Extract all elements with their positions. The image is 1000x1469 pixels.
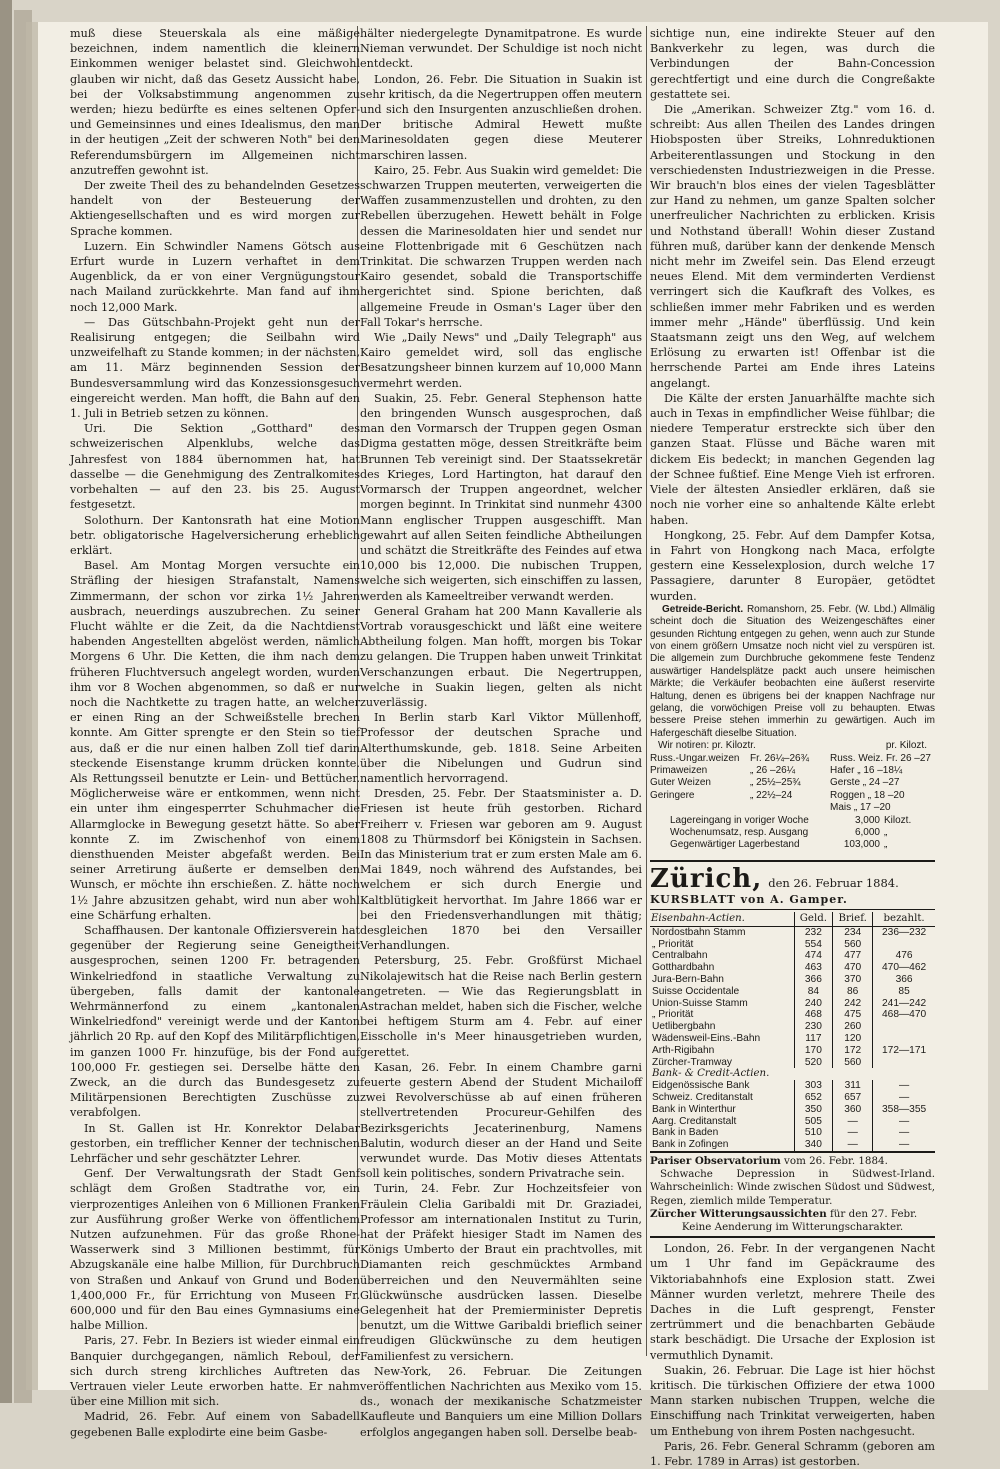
kurs-bezahlt <box>873 1057 935 1069</box>
observatorium-text: Schwache Depression in Südwest-Irland. Wahrscheinlich: Winde zwischen Südost und Südwest, Regen, ziemlich milde Temperatur. <box>650 1168 935 1207</box>
kurs-brief: 260 <box>833 1021 873 1033</box>
kurs-security: Suisse Occidentale <box>652 985 740 997</box>
kurs-row <box>650 998 935 1010</box>
grain-item: Primaweizen <box>650 765 708 776</box>
kurs-bezahlt: 476 <box>873 950 935 962</box>
article-paragraph: Suakin, 25. Febr. General Stephenson hatte den bringenden Wunsch ausgesprochen, daß man den Vormarsch der Truppen gegen Osman Digma gestatten möge, dessen Streitkräfte beim Brunnen Teb vereinigt sind. Der Staatssekretär des Krieges, Lord Hartington, hat darauf den Vormarsch der Truppen angeordnet, welcher morgen beginnt. In Trinkitat sind nunmehr 4300 Mann englischer Truppen ausgeschifft. Man gewahrt auf allen Seiten feindliche Abtheilungen und schätzt die Streitkräfte des Feindes auf etwa 10,000 bis 12,000. Die nubischen Truppen, welche sich weigerten, sich einschiffen zu lassen, werden als Kameeltreiber verwandt werden. <box>360 391 642 603</box>
kurs-security: Centralbahn <box>652 950 708 962</box>
kurs-row <box>650 939 935 951</box>
kurs-geld: 468 <box>794 1009 833 1021</box>
kurs-geld: 84 <box>794 986 833 998</box>
kurs-security: Uetlibergbahn <box>652 1021 716 1033</box>
kurs-row <box>650 950 935 962</box>
kurs-geld: 232 <box>794 926 833 938</box>
stock-unit: „ <box>884 827 888 839</box>
grain-item: Guter Weizen <box>650 777 711 789</box>
kurs-row <box>650 1104 935 1116</box>
kurs-geld: 240 <box>794 998 833 1010</box>
stock-value: 3,000 <box>854 814 880 826</box>
kurs-security: Eidgenössische Bank <box>652 1080 750 1092</box>
article-paragraph: Turin, 24. Febr. Zur Hochzeitsfeier von Fräulein Clelia Garibaldi mit Dr. Graziadei, Professor am internationalen Institut zu Turin, hat der Präfekt hiesiger Stadt im Namen des Königs Umberto der Braut ein prachtvolles, mit Diamanten reich geschmücktes Armband überreichen und den Neuvermählten seine Glückwünsche ausdrücken lassen. Dieselbe Gelegenheit hat der Premierminister Depretis benutzt, um die Wittwe Garibaldi brieflich seiner freudigen Glückwünsche zu dem heutigen Familienfest zu versichern. <box>360 1182 642 1363</box>
observatorium-heading: Pariser Observatorium <box>650 1154 781 1167</box>
kurs-security: Zürcher-Tramway <box>652 1056 732 1068</box>
kurs-bezahlt: — <box>873 1080 935 1092</box>
column-rule-2 <box>646 26 647 1356</box>
article-paragraph: Der zweite Theil des zu behandelnden Gesetzes handelt von der Besteuerung der Aktiengesellschaften und es wird morgen zur Sprache kommen. <box>70 179 360 238</box>
grain-quotes <box>650 753 935 815</box>
kurs-geld: 366 <box>794 974 833 986</box>
kurs-brief: — <box>833 1139 873 1152</box>
kurs-security: „ Priorität <box>652 1009 694 1021</box>
kurs-row <box>650 926 935 938</box>
article-paragraph: Paris, 27. Febr. In Beziers ist wieder einmal ein Banquier durchgegangen, nämlich Reboul, der sich durch streng kirchliches Auftreten das Vertrauen vieler Leute erworben hatte. Er nahm über eine Million mit sich. <box>70 1334 360 1409</box>
grain-price: Fr. 26¼–26¾ <box>750 752 809 764</box>
column-3 <box>650 26 935 1469</box>
article-paragraph: sichtige nun, eine indirekte Steuer auf den Bankverkehr zu legen, was durch die Verbindungen der Bahn-Concession gerechtfertigt und eine durch die Congreßakte gestattete sei. <box>650 27 935 101</box>
kurs-bezahlt: — <box>873 1116 935 1128</box>
kursblatt-subtitle: KURSBLATT von A. Gamper. <box>650 892 935 910</box>
kurs-brief: — <box>833 1116 873 1128</box>
grain-price-alt: Mais „ 17 –20 <box>830 802 891 814</box>
stock-value: 6,000 <box>854 827 880 839</box>
kurs-brief: 370 <box>833 974 873 986</box>
grain-report-heading: Getreide-Bericht. <box>662 603 744 615</box>
kurs-brief: 120 <box>833 1033 873 1045</box>
grain-price-alt: Roggen „ 18 –20 <box>830 789 905 801</box>
kurs-geld: 474 <box>794 950 833 962</box>
stock-label: Gegenwärtiger Lagerbestand <box>670 839 800 851</box>
kurs-bezahlt: 470—462 <box>873 962 935 974</box>
kurs-bezahlt: 85 <box>873 986 935 998</box>
grain-quote-label-left: Wir notiren: pr. Kiloztr. <box>658 740 756 752</box>
article-paragraph: Solothurn. Der Kantonsrath hat eine Motion betr. obligatorische Hagelversicherung erheblich erklärt. <box>70 513 360 557</box>
kurs-security: Aarg. Creditanstalt <box>652 1115 737 1127</box>
article-paragraph: In St. Gallen ist Hr. Konrektor Delabar gestorben, ein trefflicher Kenner der technischen Lehrfächer und sehr geschätzter Lehrer. <box>70 1121 360 1166</box>
kurs-security: Arth-Rigibahn <box>652 1044 715 1056</box>
article-paragraph: In Berlin starb Karl Viktor Müllenhoff, Professor der deutschen Sprache und Alterthumskunde, geb. 1818. Seine Arbeiten über die Nibelungen und Gudrun sind namentlich hervorragend. <box>360 711 642 785</box>
kurs-geld: 170 <box>794 1045 833 1057</box>
kurs-geld: 652 <box>794 1092 833 1104</box>
kurs-brief: 560 <box>833 939 873 951</box>
witterung-heading: Zürcher Witterungsaussichten <box>650 1207 827 1220</box>
article-paragraph: Dresden, 25. Febr. Der Staatsminister a. D. Friesen ist heute früh gestorben. Richard Freiherr v. Friesen war geboren am 9. August 1808 zu Thürmsdorf bei Königstein in Sachsen. In das Ministerium trat er zum ersten Male am 6. Mai 1849, noch während des Aufstandes, bei welchem er sich durch Energie und Kaltblütigkeit hervorthat. Im Jahre 1866 war er bei den Friedensverhandlungen mit thätig; desgleichen 1870 bei den Versailler Verhandlungen. <box>360 787 642 953</box>
kurs-security: Nordostbahn Stamm <box>652 926 746 938</box>
kurs-brief: 311 <box>833 1080 873 1092</box>
kurs-security: Gotthardbahn <box>652 962 715 974</box>
kurs-row <box>650 1139 935 1152</box>
kurs-bezahlt: 172—171 <box>873 1045 935 1057</box>
grain-item <box>650 802 750 814</box>
article-paragraph: Die Kälte der ersten Januarhälfte machte sich auch in Texas in empfindlicher Weise fühlbar; die niedere Temperatur erstreckte sich über den ganzen Staat. Flüsse und Bäche waren mit dickem Eis bedeckt; in manchen Gegenden lag der Schnee fußtief. Eine Menge Vieh ist erfroren. Viele der ältesten Ansiedler erklären, daß sie noch nie vorher eine so anhaltende Kälte erlebt haben. <box>650 391 935 527</box>
kurs-brief: 560 <box>833 1057 873 1069</box>
grain-price: „ 26 –26¼ <box>750 765 796 776</box>
column-2 <box>360 26 642 1439</box>
kurs-brief: — <box>833 1127 873 1139</box>
kurs-bezahlt: 366 <box>873 974 935 986</box>
kurs-row <box>650 962 935 974</box>
grain-price-alt: Russ. Weiz. Fr. 26 –27 <box>830 752 931 764</box>
kurs-geld: 340 <box>794 1139 833 1152</box>
stock-value: 103,000 <box>843 839 880 851</box>
kursblatt-city: Zürich, <box>650 863 763 894</box>
grain-item: Geringere <box>650 789 695 801</box>
weather-report <box>650 1155 935 1238</box>
article-paragraph: London, 26. Febr. In der vergangenen Nacht um 1 Uhr fand im Gepäckraume des Viktoriabahnhofs eine Explosion statt. Zwei Männer wurden verletzt, mehrere Theile des Daches in die Luft gesprengt, Fenster zertrümmert und die benachbarten Gebäude stark beschädigt. Die Ursache der Explosion ist vermuthlich Dynamit. <box>650 1242 935 1362</box>
kurs-brief: 470 <box>833 962 873 974</box>
kurs-row <box>650 1092 935 1104</box>
article-paragraph: Petersburg, 25. Febr. Großfürst Michael Nikolajewitsch hat die Reise nach Berlin gestern angetreten. — Wie das Regierungsblatt in Astrachan meldet, haben sich die Fischer, welche bei heftigem Sturm am 4. Febr. auf einer Eisscholle in's Meer hinausgetrieben wurden, gerettet. <box>360 954 642 1059</box>
kurs-geld: 230 <box>794 1021 833 1033</box>
witterung-date: für den 27. Febr. <box>826 1207 918 1220</box>
article-paragraph: Luzern. Ein Schwindler Namens Götsch aus Erfurt wurde in Luzern verhaftet in dem Augenblick, da er von einer Vergnügungstour nach Mailand zurückkehrte. Man fand auf ihm noch 12,000 Mark. <box>70 239 360 314</box>
kurs-bezahlt: — <box>873 1139 935 1152</box>
kurs-bezahlt <box>873 1033 935 1045</box>
grain-report <box>650 604 935 852</box>
article-paragraph: Basel. Am Montag Morgen versuchte ein Sträfling der hiesigen Strafanstalt, Namens Zimmermann, der schon vor zirka 1½ Jahren ausbrach, neuerdings auszubrechen. Zu seiner Flucht wählte er die Zeit, da die Nachtdienst habenden Angestellten abgelöst werden, nämlich Morgens 6 Uhr. Die Ketten, die ihm nach dem früheren Fluchtversuch angelegt worden, wurden ihm vor 8 Wochen abgenommen, so daß er nur noch die Nachtkette zu tragen hatte, an welcher er einen Ring an der Schweißstelle brechen konnte. Am Gitter sprengte er den Stein so tief aus, daß er die nur einen halben Zoll tief darin steckende Eisenstange krumm drücken konnte. Als Rettungsseil benutzte er Lein- und Bettücher. Möglicherweise wäre er entkommen, wenn nicht ein unter ihm eingesperrter Schuhmacher die Allarmglocke in Bewegung gesetzt hätte. So aber konnte Z. im Zwischenhof von einem diensthuenden Meister abgefaßt werden. Bei seiner Arretirung äußerte er demselben den Wunsch, er möchte ihn erschießen. Z. hätte noch 1½ Jahre abzusitzen gehabt, wird nun aber wohl eine Schärfung erhalten. <box>70 559 360 922</box>
grain-quote-label-right: pr. Kilozt. <box>885 740 927 752</box>
article-paragraph: Madrid, 26. Febr. Auf einem von Sabadell gegebenen Balle explodirte eine beim Gasbe- <box>70 1410 360 1439</box>
article-paragraph: Genf. Der Verwaltungsrath der Stadt Genf schlägt dem Großen Stadtrathe vor, ein vierprozentiges Anleihen von 6 Millionen Franken zur Ausführung großer Werke von öffentlichem Nutzen aufzunehmen. Für das große Rhone-Wasserwerk sind 3 Millionen bestimmt, für Abzugskanäle eine halbe Million, für Durchbruch von Straßen und Ankauf von Grund und Boden 1,400,000 Fr., für Errichtung von Museen Fr. 600,000 und für den Bau eines Gymnasiums eine halbe Million. <box>70 1167 360 1333</box>
kurs-header: Brief. <box>833 912 873 926</box>
kurs-security: Jura-Bern-Bahn <box>652 974 724 986</box>
kurs-row <box>650 986 935 998</box>
kurs-bezahlt: 236—232 <box>873 926 935 938</box>
kurs-row <box>650 1080 935 1092</box>
article-paragraph: Uri. Die Sektion „Gotthard" des schweizerischen Alpenklubs, welche das Jahresfest von 1884 übernommen hat, hat dasselbe — die Genehmigung des Zentralkomites vorbehalten — auf den 23. bis 25. August festgesetzt. <box>70 422 360 512</box>
kurs-row <box>650 1021 935 1033</box>
stock-label: Lagereingang in voriger Woche <box>670 814 809 826</box>
kurs-geld: 463 <box>794 962 833 974</box>
article-paragraph: Hongkong, 25. Febr. Auf dem Dampfer Kotsa, in Fahrt von Hongkong nach Maca, erfolgte gestern eine Kesselexplosion, durch welche 17 Passagiere, darunter 8 Europäer, getödtet wurden. <box>650 528 935 603</box>
grain-price: „ 22½–24 <box>750 789 793 801</box>
grain-price: „ 25½–25¾ <box>750 777 801 789</box>
kurs-section-label: Bank- & Credit-Actien. <box>652 1068 770 1080</box>
kurs-brief: 475 <box>833 1009 873 1021</box>
kurs-bezahlt: — <box>873 1127 935 1139</box>
stock-label: Wochenumsatz, resp. Ausgang <box>670 827 809 839</box>
grain-report-text: Romanshorn, 25. Febr. (W. Lbd.) Allmälig scheint doch die Situation des Weizengeschäftes einer gesunden Richtung entgegen zu gehen, wenn auch zur Stunde von einem größern Umsatze noch nicht viel zu verspüren ist. Die allgemein zum Durchbruche gekommene feste Tendenz auswärtiger Handelsplätze packt auch unsere heimischen Märkte; die Verkäufer beobachten eine äußerst reservirte Haltung, denen es übrigens bei der knappen Nachfrage nur gelang, die vorwöchigen Preise voll zu behaupten. Etwas bessere Preise stehen immerhin zu gewärtigen. Auch im Hafergeschäft dieselbe Situation. <box>650 603 935 739</box>
article-paragraph: Schaffhausen. Der kantonale Offiziersverein hat gegenüber der Regierung seine Geneigtheit ausgesprochen, seinen 1200 Fr. betragenden Winkelriedfond in staatliche Verwaltung zu übergeben, falls damit der kantonale Wehrmännerfond zu einem „kantonalen Winkelriedfond" vereinigt werde und der Kanton jährlich 20 Rp. auf den Kopf des Militärpflichtigen, im ganzen 1000 Fr. hinzufüge, bis der Fond auf 100,000 Fr. gestiegen sei. Derselbe hätte den Zweck, an die durch das Bundesgesetz zu Militärpensionen Berechtigten Zuschüsse zu verabfolgen. <box>70 923 360 1120</box>
article-paragraph: muß diese Steuerskala als eine mäßige bezeichnen, indem namentlich die kleinern Einkommen weniger belastet sind. Gleichwohl glauben wir nicht, daß das Gesetz Aussicht habe, bei der Volksabstimmung angenommen zu werden; hiezu bedürfte es eines seltenen Opfer- und Gemeinsinnes und eines Idealismus, den man in der heutigen „Zeit der schweren Noth" bei den Referendumsbürgern im Allgemeinen nicht anzutreffen gewohnt ist. <box>70 27 360 177</box>
kurs-row <box>650 1116 935 1128</box>
article-paragraph: London, 26. Febr. Die Situation in Suakin ist sehr kritisch, da die Negertruppen offen meutern und sich den Insurgenten anzuschließen drohen. Der britische Admiral Hewett mußte Marinesoldaten gegen diese Meuterer marschiren lassen. <box>360 72 642 162</box>
kurs-security: Bank in Zofingen <box>652 1139 729 1151</box>
kurs-bezahlt: 241—242 <box>873 998 935 1010</box>
kurs-geld: 303 <box>794 1080 833 1092</box>
zurich-kursblatt <box>650 860 935 1153</box>
book-edge-inner <box>14 10 32 1403</box>
article-paragraph: New-York, 26. Februar. Die Zeitungen veröffentlichen Nachrichten aus Mexiko vom 15. ds., wonach der mexikanische Schatzmeister Kaufleute und Banquiers um eine Million Dollars erfolglos angegangen haben soll. Derselbe beab- <box>360 1364 642 1439</box>
kurs-geld: 505 <box>794 1116 833 1128</box>
kurs-brief: 86 <box>833 986 873 998</box>
kurs-security: Wädensweil-Eins.-Bahn <box>652 1033 761 1045</box>
grain-item: Russ.-Ungar.weizen <box>650 752 740 764</box>
kurs-header: bezahlt. <box>873 912 935 926</box>
kurs-brief: 360 <box>833 1104 873 1116</box>
kurs-security: Schweiz. Creditanstalt <box>652 1092 753 1103</box>
kurs-row <box>650 974 935 986</box>
article-paragraph: Wie „Daily News" und „Daily Telegraph" aus Kairo gemeldet wird, soll das englische Besatzungsheer binnen kurzem auf 10,000 Mann vermehrt werden. <box>360 331 642 390</box>
kursblatt-date: den 26. Februar 1884. <box>768 875 899 890</box>
kurs-header: Geld. <box>794 912 833 926</box>
kurs-row <box>650 1045 935 1057</box>
article-paragraph: Die „Amerikan. Schweizer Ztg." vom 16. d. schreibt: Aus allen Theilen des Landes dringen Hiobsposten über Streiks, Lohnreduktionen Arbeiterentlassungen und Stockung in den verschiedensten Industriezweigen in die Presse. Wir brauch'n blos eines der vielen Tagesblätter zur Hand zu nehmen, um ganze Spalten solcher unerfreulicher Nachrichten zu erblicken. Krisis und Nothstand überall! Wohin dieser Zustand führen muß, darüber kann der denkende Mensch nicht mehr im Zweifel sein. Das Elend erzeugt neues Elend. Mit dem verminderten Verdienst verringert sich die Kaufkraft des Volkes, es schließen immer mehr Fabriken und es werden immer mehr „Hände" überflüssig. Und kein Staatsmann zeigt uns den Weg, auf welchem Erlösung zu erwarten ist! Offenbar ist die herrschende Partei am Ende ihres Lateins angelangt. <box>650 103 935 390</box>
kurs-brief: 172 <box>833 1045 873 1057</box>
article-paragraph: General Graham hat 200 Mann Kavallerie als Vortrab vorausgeschickt und läßt eine weitere Abtheilung folgen. Man hofft, morgen bis Tokar zu gelangen. Die Truppen haben unweit Trinkitat Verschanzungen erbaut. Die Negertruppen, welche in Suakin liegen, gelten als nicht zuverlässig. <box>360 604 642 709</box>
article-paragraph: Kasan, 26. Febr. In einem Chambre garni feuerte gestern Abend der Student Michailoff zwei Revolverschüsse ab auf einen früheren stellvertretenden Procureur-Gehilfen des Bezirksgerichts Jecaterinenburg, Namens Balutin, wodurch dieser an der Hand und Seite verwundet wurde. Das Motiv dieses Attentats soll kein politisches, sondern Privatrache sein. <box>360 1060 642 1181</box>
kurs-brief: 242 <box>833 998 873 1010</box>
kurs-security: Bank in Baden <box>652 1127 719 1139</box>
kurs-bezahlt: 468—470 <box>873 1009 935 1021</box>
grain-stock <box>650 815 935 852</box>
book-edge <box>0 0 12 1403</box>
kurs-bezahlt: — <box>873 1092 935 1104</box>
kurs-geld: 510 <box>794 1127 833 1139</box>
observatorium-date: vom 26. Febr. 1884. <box>780 1154 888 1167</box>
kurs-row <box>650 1057 935 1069</box>
kurs-bezahlt <box>873 939 935 951</box>
article-paragraph: hälter niedergelegte Dynamitpatrone. Es wurde Nieman verwundet. Der Schuldige ist noch nicht entdeckt. <box>360 27 642 71</box>
kurs-security: „ Priorität <box>652 938 694 950</box>
grain-price <box>750 802 830 814</box>
kurs-brief: 477 <box>833 950 873 962</box>
kurs-security: Union-Suisse Stamm <box>652 997 748 1009</box>
stock-unit: „ <box>884 839 888 851</box>
grain-price-alt: Hafer „ 16 –18¼ <box>830 765 903 776</box>
kurs-geld: 350 <box>794 1104 833 1116</box>
article-paragraph: Paris, 26. Febr. General Schramm (geboren am 1. Febr. 1789 in Arras) ist gestorben. <box>650 1439 935 1469</box>
article-paragraph: — Das Gütschbahn-Projekt geht nun der Realisirung entgegen; die Seilbahn wird unzweifelhaft zu Stande kommen; in der nächsten, am 11. März beginnenden Session der Bundesversammlung wird das Konzessionsgesuch eingereicht werden. Man hofft, die Bahn auf den 1. Juli in Betrieb setzen zu können. <box>70 315 360 421</box>
witterung-text: Keine Aenderung im Witterungscharakter. <box>681 1221 904 1233</box>
kurs-geld: 520 <box>794 1057 833 1069</box>
kurs-header: Eisenbahn-Actien. <box>650 912 794 926</box>
kurs-row <box>650 1127 935 1139</box>
kurs-geld: 554 <box>794 939 833 951</box>
kurs-row <box>650 1033 935 1045</box>
kurs-security: Bank in Winterthur <box>652 1103 736 1115</box>
kurs-row <box>650 1009 935 1021</box>
kurs-brief: 234 <box>833 926 873 938</box>
kurs-bezahlt: 358—355 <box>873 1104 935 1116</box>
article-paragraph: Kairo, 25. Febr. Aus Suakin wird gemeldet: Die schwarzen Truppen meuterten, verweigerten die Waffen zusammenzustellen und drohten, zu den Rebellen überzugehen. Hewett behält in Folge dessen die Marinesoldaten hier und sendet nur eine Flottenbrigade mit 6 Geschützen nach Trinkitat. Die schwarzen Truppen werden nach Kairo gesendet, sobald die Transportschiffe hergerichtet sind. Spione berichten, daß allgemeine Freude in Osman's Lager über den Fall Tokar's herrsche. <box>360 163 642 329</box>
grain-price-alt: Gerste „ 24 –27 <box>830 777 900 789</box>
stock-unit: Kilozt. <box>884 814 912 826</box>
kurs-geld: 117 <box>794 1033 833 1045</box>
kursblatt-table <box>650 912 935 1153</box>
article-paragraph: Suakin, 26. Februar. Die Lage ist hier höchst kritisch. Die türkischen Offiziere der etwa 1000 Mann starken nubischen Truppen, welche die Einschiffung nach Trinkitat verweigerten, haben um Enthebung von ihrem Posten nachgesucht. <box>650 1363 935 1438</box>
kurs-bezahlt <box>873 1021 935 1033</box>
column-1 <box>70 26 360 1439</box>
kurs-brief: 657 <box>833 1092 873 1104</box>
